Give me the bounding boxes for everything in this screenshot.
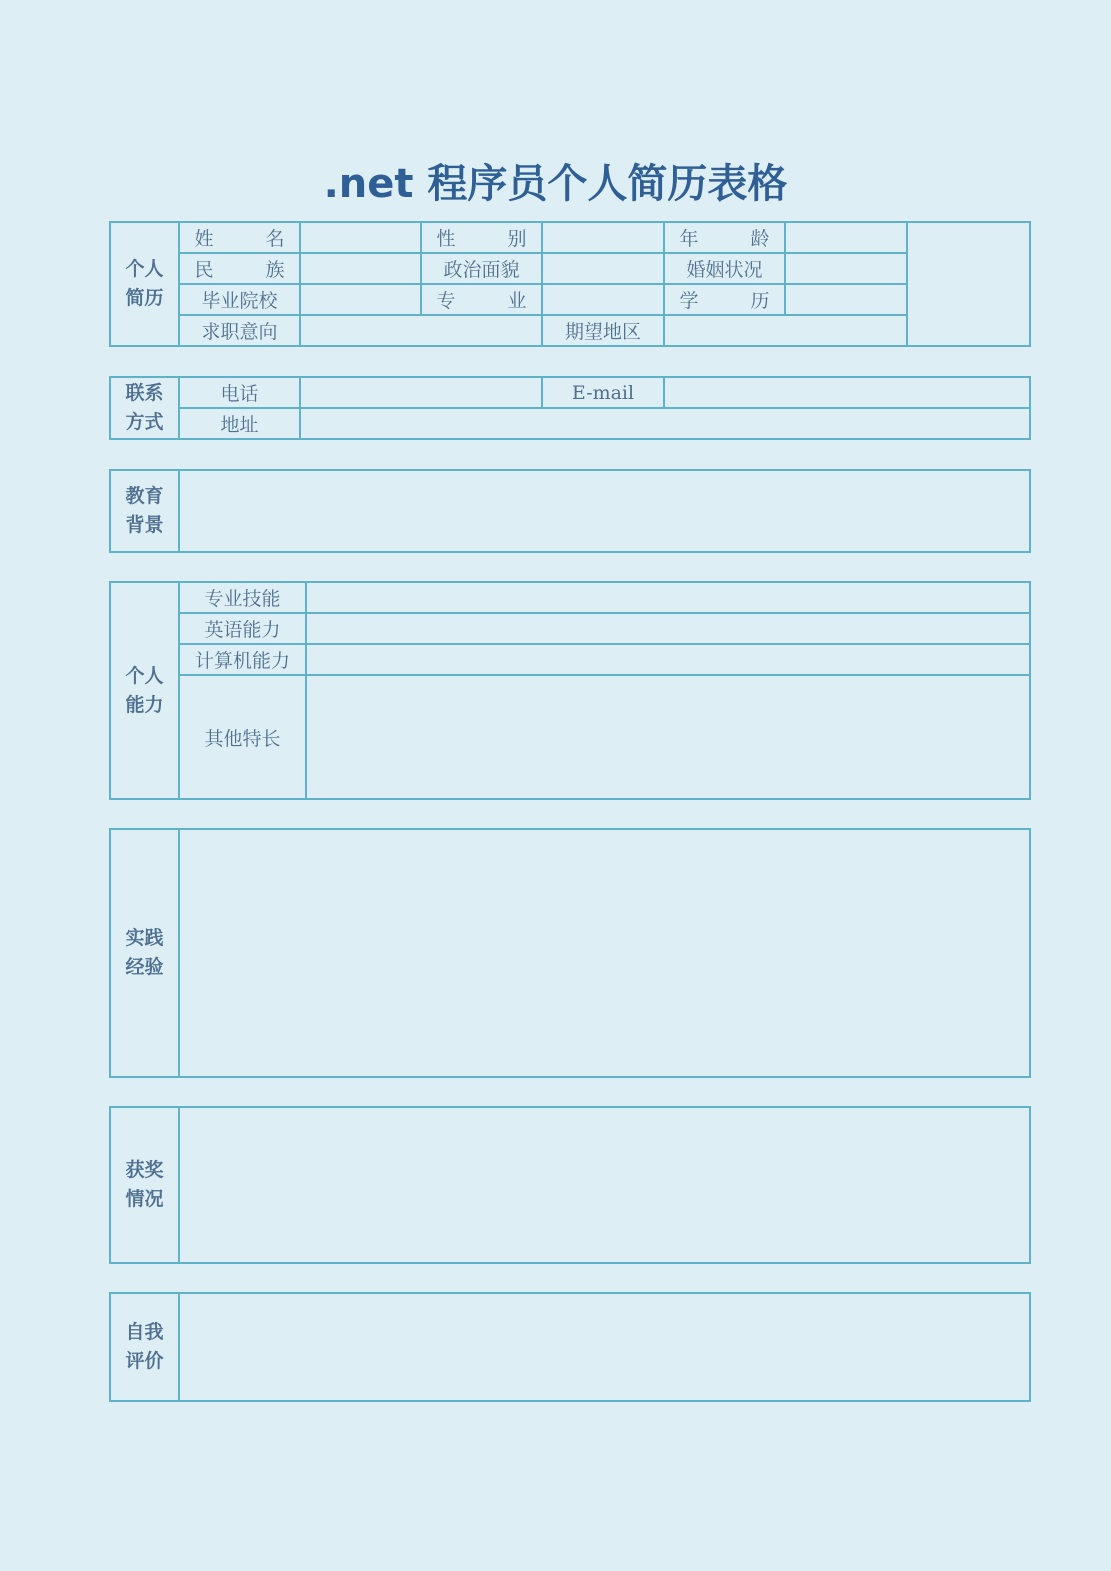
contact-heading: 联系 方式	[110, 377, 179, 439]
intent-field[interactable]	[300, 315, 542, 346]
name-label: 姓 名	[179, 222, 300, 253]
ethnicity-label: 民 族	[179, 253, 300, 284]
gender-field[interactable]	[542, 222, 664, 253]
ability-table	[109, 581, 1031, 800]
marital-label: 婚姻状况	[664, 253, 785, 284]
english-field[interactable]	[306, 613, 1030, 644]
degree-field[interactable]	[785, 284, 907, 315]
education-field[interactable]	[179, 470, 1030, 552]
school-field[interactable]	[300, 284, 421, 315]
personal-heading: 个人 简历	[110, 222, 179, 346]
age-label: 年 龄	[664, 222, 785, 253]
degree-label: 学 历	[664, 284, 785, 315]
political-field[interactable]	[542, 253, 664, 284]
other-field[interactable]	[306, 675, 1030, 799]
english-label: 英语能力	[179, 613, 306, 644]
address-field[interactable]	[300, 408, 1030, 439]
email-field[interactable]	[664, 377, 1030, 408]
school-label: 毕业院校	[179, 284, 300, 315]
practice-heading: 实践 经验	[110, 829, 179, 1077]
awards-field[interactable]	[179, 1107, 1030, 1263]
gender-label: 性 别	[421, 222, 542, 253]
computer-label: 计算机能力	[179, 644, 306, 675]
education-table	[109, 469, 1031, 553]
intent-label: 求职意向	[179, 315, 300, 346]
major-label: 专 业	[421, 284, 542, 315]
phone-field[interactable]	[300, 377, 542, 408]
education-heading: 教育 背景	[110, 470, 179, 552]
ability-heading: 个人 能力	[110, 582, 179, 799]
address-label: 地址	[179, 408, 300, 439]
practice-field[interactable]	[179, 829, 1030, 1077]
skills-field[interactable]	[306, 582, 1030, 613]
age-field[interactable]	[785, 222, 907, 253]
self-evaluation-table	[109, 1292, 1031, 1402]
self-field[interactable]	[179, 1293, 1030, 1401]
computer-field[interactable]	[306, 644, 1030, 675]
self-heading: 自我 评价	[110, 1293, 179, 1401]
marital-field[interactable]	[785, 253, 907, 284]
region-label: 期望地区	[542, 315, 664, 346]
contact-table	[109, 376, 1031, 440]
practice-table	[109, 828, 1031, 1078]
personal-info-table	[109, 221, 1031, 347]
political-label: 政治面貌	[421, 253, 542, 284]
ethnicity-field[interactable]	[300, 253, 421, 284]
awards-table	[109, 1106, 1031, 1264]
skills-label: 专业技能	[179, 582, 306, 613]
email-label: E-mail	[542, 377, 664, 408]
awards-heading: 获奖 情况	[110, 1107, 179, 1263]
photo-area[interactable]	[907, 222, 1030, 346]
major-field[interactable]	[542, 284, 664, 315]
page-title: .net 程序员个人简历表格	[323, 161, 788, 207]
other-label: 其他特长	[179, 675, 306, 799]
phone-label: 电话	[179, 377, 300, 408]
name-field[interactable]	[300, 222, 421, 253]
region-field[interactable]	[664, 315, 907, 346]
